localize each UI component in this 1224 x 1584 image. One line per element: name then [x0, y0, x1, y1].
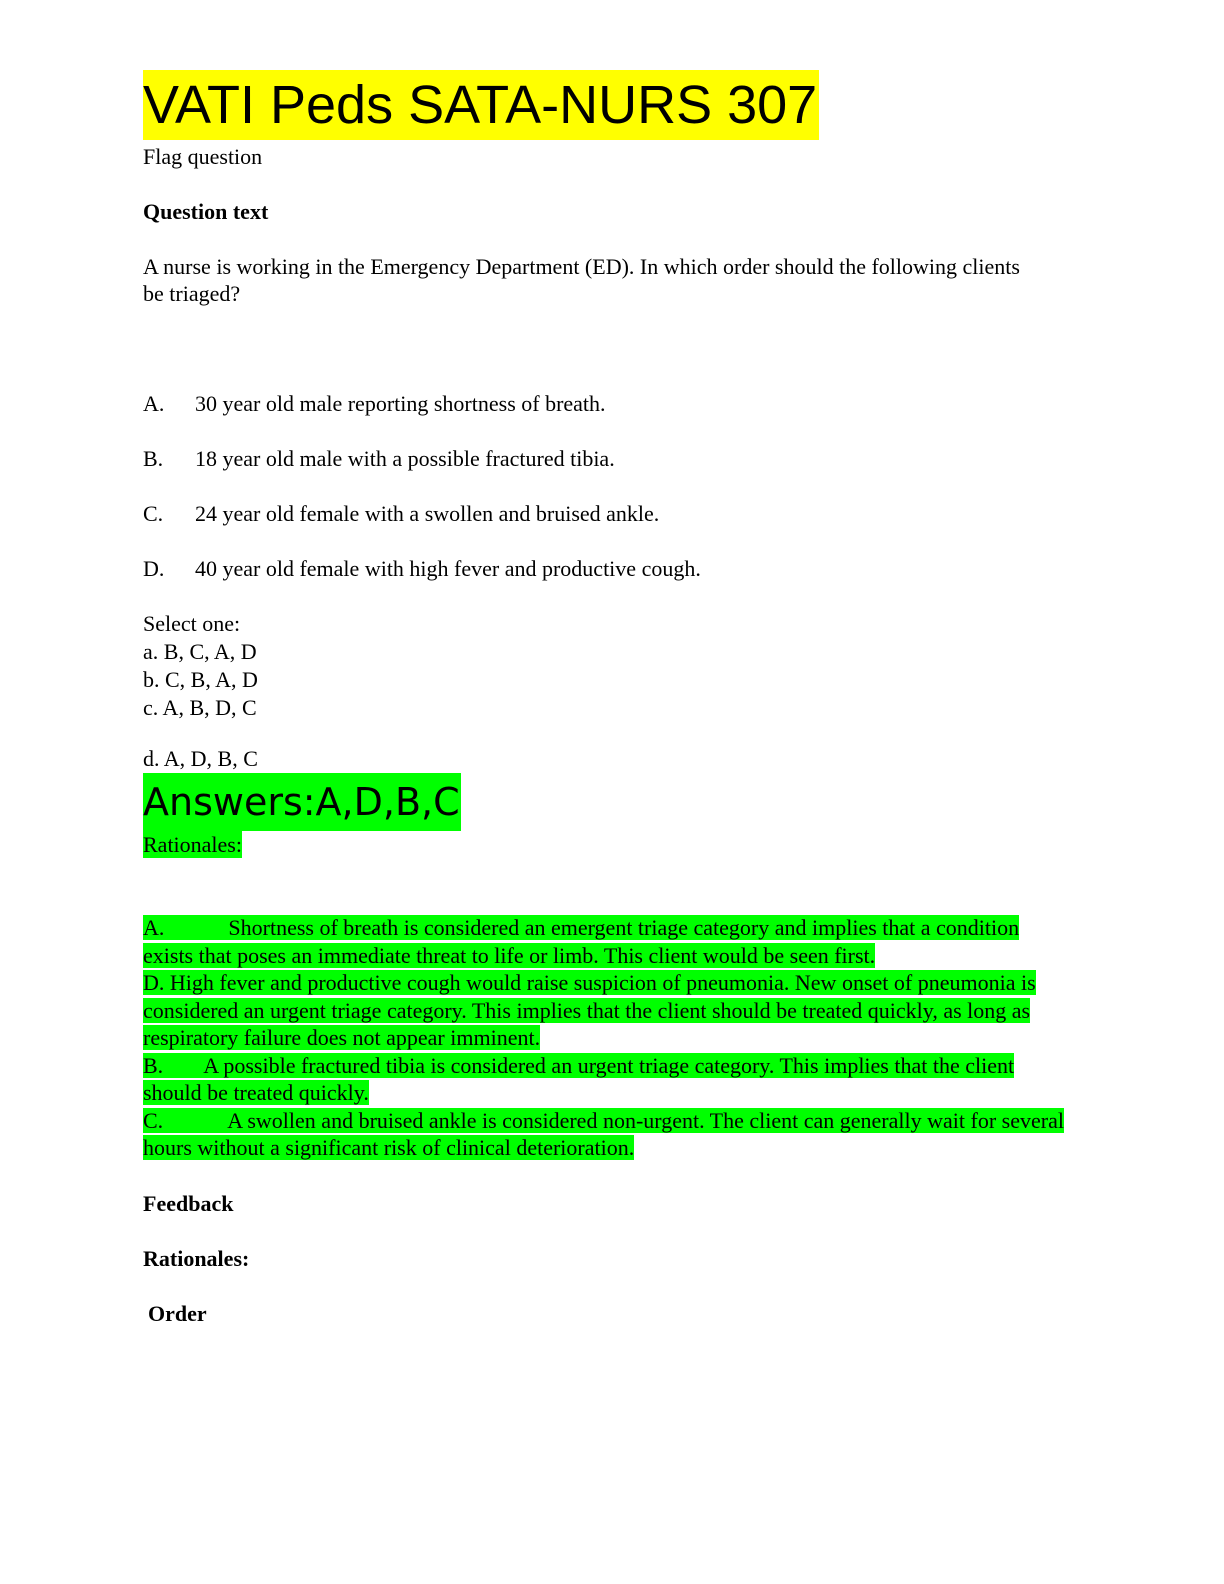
rationale-list — [143, 914, 1073, 1162]
feedback-label: Feedback — [143, 1190, 234, 1216]
option-text: 40 year old female with high fever and productive cough. — [195, 556, 701, 581]
rationales-label: Rationales: — [143, 832, 242, 857]
choice-b: b. C, B, A, D — [143, 667, 258, 692]
rationale-b — [143, 1052, 1073, 1107]
rationale-letter: D. — [143, 970, 165, 995]
question-text-label: Question text — [143, 199, 269, 224]
option-letter: A. — [143, 391, 165, 416]
choice-a: a. B, C, A, D — [143, 639, 257, 664]
rationale-a — [143, 914, 1073, 969]
flag-question-label: Flag question — [143, 144, 263, 169]
rationale-text: Shortness of breath is considered an emergent triage category and implies that a condition exists that poses an immediate threat to life or limb. This client would be seen first. — [143, 915, 1020, 968]
option-b — [143, 445, 1073, 472]
select-one-label: Select one: — [143, 611, 241, 636]
option-text: 24 year old female with a swollen and bruised ankle. — [195, 501, 660, 526]
option-text: 18 year old male with a possible fractured tibia. — [195, 446, 615, 471]
rationale-text: A swollen and bruised ankle is considered non-urgent. The client can generally wait for several hours without a significant risk of clinical deterioration. — [143, 1107, 1064, 1160]
option-a — [143, 390, 1073, 417]
rationale-letter: B. — [143, 1052, 164, 1078]
rationale-letter: A. — [143, 915, 165, 940]
answer-key: Answers:A,D,B,C — [143, 773, 461, 831]
document-title: VATI Peds SATA-NURS 307 — [143, 70, 819, 140]
option-list — [143, 390, 1073, 582]
option-letter: C. — [143, 501, 164, 526]
rationale-d — [143, 969, 1073, 1052]
option-d — [143, 555, 1073, 582]
question-text: A nurse is working in the Emergency Department (ED). In which order should the following clients be triaged? — [143, 254, 1020, 306]
answer-wrapper — [143, 773, 1073, 831]
option-letter: B. — [143, 446, 164, 471]
rationales-label-wrapper — [143, 831, 1073, 858]
rationale-c — [143, 1107, 1073, 1162]
choice-d: d. A, D, B, C — [143, 746, 258, 771]
option-letter: D. — [143, 556, 165, 581]
option-text: 30 year old male reporting shortness of breath. — [195, 391, 606, 416]
select-one-block — [143, 610, 1073, 773]
feedback-rationales-label: Rationales: — [143, 1245, 250, 1271]
choice-c: c. A, B, D, C — [143, 695, 257, 720]
document-page — [143, 70, 1073, 1327]
title-wrapper — [143, 70, 1073, 140]
rationale-letter: C. — [143, 1107, 164, 1133]
rationale-text: A possible fractured tibia is considered an urgent triage category. This implies that the client should be treated quickly. — [143, 1052, 1015, 1105]
order-label: Order — [148, 1300, 207, 1326]
rationale-text: High fever and productive cough would raise suspicion of pneumonia. New onset of pneumonia is considered an urgent triage category. This implies that the client should be treated quickly, as long as respiratory failure does not appear imminent. — [143, 970, 1036, 1050]
option-c — [143, 500, 1073, 527]
